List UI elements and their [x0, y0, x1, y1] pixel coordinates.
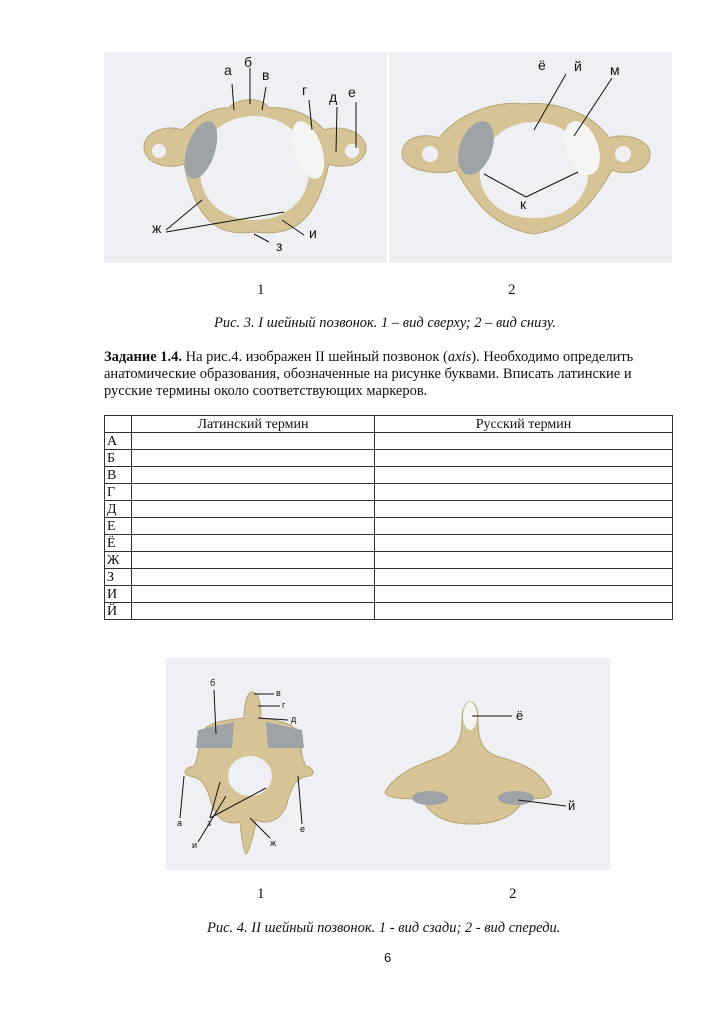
- latin-cell[interactable]: [132, 586, 375, 603]
- table-row: [105, 552, 673, 569]
- table-row: [105, 586, 673, 603]
- row-letter: А: [105, 433, 132, 450]
- fig4-label-e: е: [300, 824, 306, 834]
- figure-3-illustration: [104, 52, 672, 263]
- latin-cell[interactable]: [132, 603, 375, 620]
- task-text-before: На рис.4. изображен II шейный позвонок (: [182, 349, 448, 365]
- task-heading: Задание 1.4.: [104, 349, 183, 365]
- fig4-label-zh: ж: [270, 838, 277, 848]
- table-header-row: [105, 416, 673, 433]
- latin-cell[interactable]: [132, 484, 375, 501]
- fig3-label-yo: ё: [538, 57, 546, 73]
- fig4-label-a: а: [177, 818, 183, 828]
- fig3-label-b: б: [244, 54, 253, 70]
- fig3-label-v: в: [262, 67, 270, 83]
- fig3-label-i: и: [309, 225, 317, 241]
- task-paragraph: [104, 349, 676, 400]
- fig3-label-a: а: [224, 62, 232, 78]
- fig4-number-1: 1: [257, 886, 265, 902]
- figure-4-caption: Рис. 4. II шейный позвонок. 1 - вид сзади; 2 - вид спереди.: [207, 920, 561, 936]
- latin-cell[interactable]: [132, 569, 375, 586]
- fig4-label-g: г: [282, 700, 286, 710]
- fig4-number-2: 2: [509, 886, 517, 902]
- latin-cell[interactable]: [132, 535, 375, 552]
- fig4-label-yo: ё: [516, 708, 524, 723]
- russian-cell[interactable]: [375, 518, 673, 535]
- table-header-letter: [105, 416, 132, 433]
- fig4-label-d: д: [291, 714, 297, 724]
- table-header-russian: Русский термин: [375, 416, 673, 433]
- table-row: [105, 569, 673, 586]
- row-letter: Й: [105, 603, 132, 620]
- fig3-label-k: к: [520, 196, 527, 212]
- row-letter: Ж: [105, 552, 132, 569]
- figure-4-panel: [166, 658, 610, 870]
- row-letter: Г: [105, 484, 132, 501]
- table-row: [105, 467, 673, 484]
- axis-anterior-view: [385, 702, 551, 824]
- russian-cell[interactable]: [375, 552, 673, 569]
- answer-table: [104, 415, 673, 620]
- task-text-after: ). Необходимо определить анатомические образования, обозначенные на рисунке буквами. Вписать латинские и русские термины около соответствующих маркеров.: [104, 349, 634, 399]
- latin-cell[interactable]: [132, 552, 375, 569]
- table-row: [105, 433, 673, 450]
- figure-3-panel: [104, 52, 672, 263]
- fig3-label-z: з: [276, 238, 283, 254]
- table-row: [105, 535, 673, 552]
- table-row: [105, 603, 673, 620]
- fig3-number-2: 2: [508, 282, 516, 298]
- latin-cell[interactable]: [132, 433, 375, 450]
- row-letter: З: [105, 569, 132, 586]
- fig4-label-i: и: [192, 840, 198, 850]
- task-term: axis: [447, 349, 472, 365]
- table-row: [105, 501, 673, 518]
- latin-cell[interactable]: [132, 467, 375, 484]
- latin-cell[interactable]: [132, 450, 375, 467]
- fig3-label-g: г: [302, 82, 308, 98]
- row-letter: И: [105, 586, 132, 603]
- russian-cell[interactable]: [375, 484, 673, 501]
- row-letter: Е: [105, 518, 132, 535]
- table-row: [105, 450, 673, 467]
- russian-cell[interactable]: [375, 535, 673, 552]
- atlas-top-view: [144, 100, 366, 233]
- figure-4-illustration: [166, 658, 610, 870]
- russian-cell[interactable]: [375, 467, 673, 484]
- russian-cell[interactable]: [375, 586, 673, 603]
- atlas-bottom-view: [402, 103, 650, 234]
- fig3-number-1: 1: [257, 282, 265, 298]
- fig3-label-e: е: [348, 84, 356, 100]
- table-header-latin: Латинский термин: [132, 416, 375, 433]
- russian-cell[interactable]: [375, 433, 673, 450]
- russian-cell[interactable]: [375, 603, 673, 620]
- russian-cell[interactable]: [375, 501, 673, 518]
- row-letter: В: [105, 467, 132, 484]
- row-letter: Б: [105, 450, 132, 467]
- latin-cell[interactable]: [132, 518, 375, 535]
- row-letter: Ё: [105, 535, 132, 552]
- fig3-label-zh: ж: [152, 220, 162, 236]
- latin-cell[interactable]: [132, 501, 375, 518]
- russian-cell[interactable]: [375, 569, 673, 586]
- fig3-label-m: м: [610, 62, 620, 78]
- figure-3-caption: Рис. 3. I шейный позвонок. 1 – вид сверху; 2 – вид снизу.: [214, 315, 557, 331]
- fig4-label-v: в: [276, 688, 281, 698]
- fig3-label-d: д: [329, 89, 338, 105]
- page-number: 6: [384, 950, 392, 965]
- row-letter: Д: [105, 501, 132, 518]
- fig3-label-y: й: [574, 58, 582, 74]
- russian-cell[interactable]: [375, 450, 673, 467]
- fig4-label-y: й: [568, 798, 576, 813]
- table-row: [105, 518, 673, 535]
- fig4-label-z: з: [207, 818, 212, 828]
- fig4-label-b: б: [210, 678, 216, 688]
- table-row: [105, 484, 673, 501]
